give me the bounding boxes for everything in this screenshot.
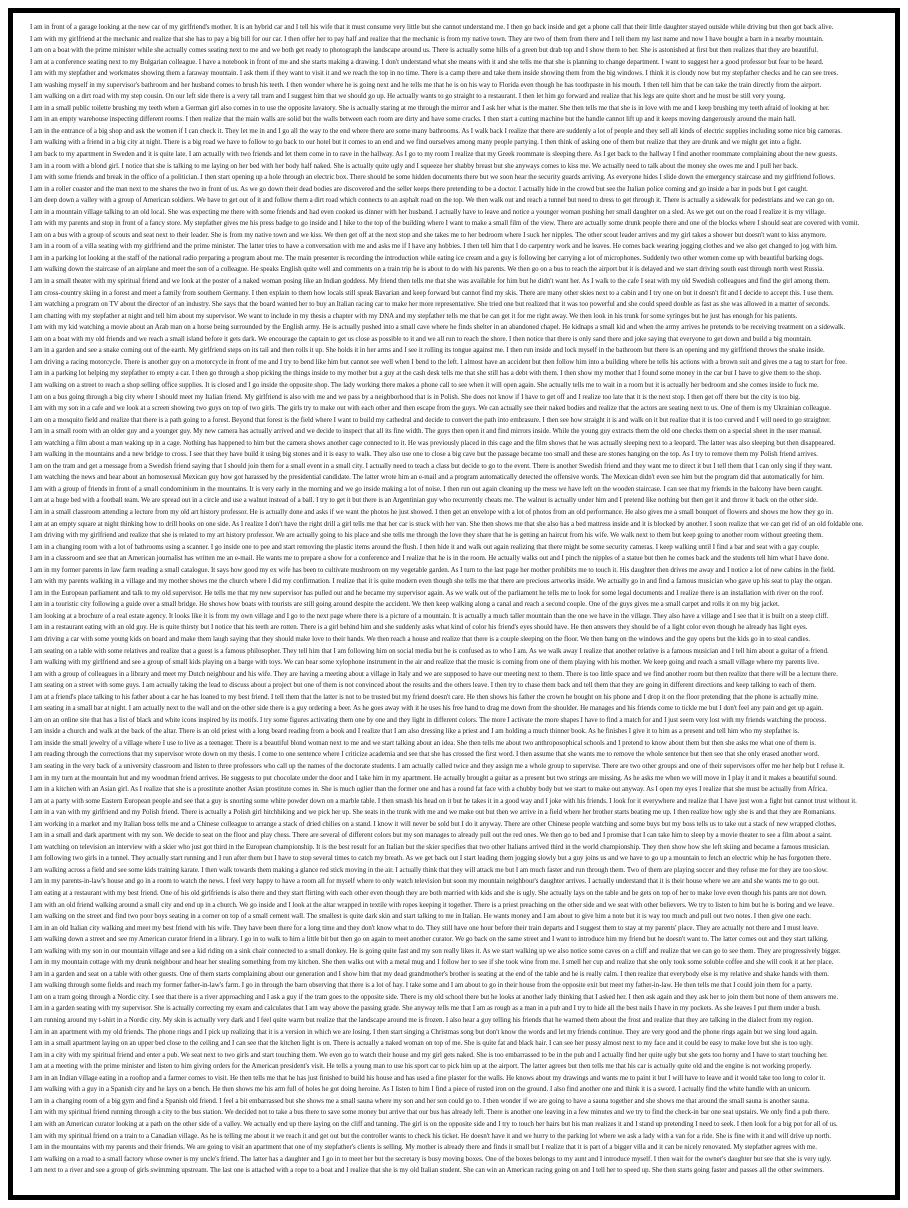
dream-report-line: I am chatting with my stepfather at night and tell him about my supervisor. We want to include in my thesis a chapter with my DNA and my stepfather tells me that he can get it for me right away. We then look in his trunk for some syringes but he just has enough for his patients. xyxy=(30,312,798,320)
dream-report-line: I am on a boat with my old friends and we reach a small island before it gets dark. We encourage the captain to get us close as possible to it and we all run to reach the shore. I then notice that there is only sand there and joke saying that everyone to get down and build a big mountain. xyxy=(30,335,812,343)
dream-report-line: I am reading through the corrections that my supervisor wrote down on my thesis. I come to one sentence where I criticize academia and see that she has crossed the first word. I then assume that she wants me to remove the whole sentence but then see that she only erased another word. xyxy=(30,751,820,759)
dream-report-line: I am in my mountain cottage with my drunk neighbour and hear her stealing something from my kitchen. She then walks out with a metal mug and I follow her to see if she took wine from me. I smell her cup and realize that she only took some soluble coffee and she will cook it at her place. xyxy=(30,959,834,967)
dream-report-line: I am next to a river and see a group of girls swimming upstream. The last one is attached with a rope to a boat and I realize that she is my old Italian student. She can win an American racing going on and I tell her to speed up. She then starts going faster and passes all the other swimmers. xyxy=(30,1167,824,1175)
dream-report-line: I am following two girls in a tunnel. They actually start running and I run after them but I have to stop several times to catch my breath. As we get back out I start leading them jogging slowly but a guy joins us and we have to go up a mountain to fetch an electric whip he has forgotten there. xyxy=(30,855,831,863)
dream-report-line: I am watching a program on TV about the director of an industry. She says that the board wanted her to buy an Italian racing car to make her more representative. She tried one but realized that it was too powerful and she could speed double as fast as she was allowed in a matter of seconds. xyxy=(30,301,830,309)
dream-report-line: I am in an empty warehouse inspecting different rooms. I then realize that the main walls are solid but the walls between each room are dirty and have some cracks. I then start a cutting machine but the handle cannot lift up and it keeps moving dangerously around the main hall. xyxy=(30,116,796,124)
dream-report-line: I am deep down a valley with a group of American soldiers. We have to get out of it and follow them a dirt road which connects to an asphalt road on the top. We then walk out and reach a tunnel but need to dress to get through it. There is actually a sidewalk for pedestrians and we can go on. xyxy=(30,197,835,205)
dream-report-line: I am in a van with my girlfriend and my Polish friend. There is actually a Polish girl hitchhiking and we pick her up. She seats in the trunk with me and we make out but then we arrive in a field where her brother starts beating me up. I then realize how ugly she is and that they are Romanians. xyxy=(30,809,836,817)
dream-report-line: I am working in a market and my Italian boss tells me and a Chinese colleague to arrange a stack of dried chilies on a stand. I know it will never be sold but I do it anyway. There are other Chinese people watching and some buys but my boss tells us to take out a stack of new wrapped clothes. xyxy=(30,820,837,828)
dream-report-line: I am washing myself in my supervisor's bathroom and her husband comes to brush his teeth. I then wonder where he is going next and he tells me that he is on his way to Florida even though he has toothpaste in his mouth. I then tell him that he can take the train directly from the airport. xyxy=(30,81,822,89)
dream-report-line: I am at a friend's place talking to his father about a car he has loaned to my best friend. I tell them that the latter is not to be trusted but my friend doesn't care. He then shows his father the crown he bought on his phone and I drop it on the floor pretending that the phone is actually mine. xyxy=(30,693,819,701)
dream-report-line: I am in a room with a blond girl. I notice that she is talking to me laying on her bed with her body half naked. She is actually quite ugly and I squeeze her shabby breast but she anyways comes to kiss me. We actually need to talk about the money she owes me and I pull her back. xyxy=(30,162,798,170)
dream-report-line: I am in a restaurant eating with an old guy. He is quite thirsty but I notice that his teeth are rotten. There is a girl behind him and she suddenly asks what kind of color his friend's eyes should have. He then answers they should be of a light color even though he already has light eyes. xyxy=(30,624,808,632)
dream-report-line: I am in an old Italian city walking and meet my best friend with his wife. They have been there for a long time and they don't know what to do. They still have one hour before their train departs and I suggest them to stay at my parents' place. They are actually not there and I must leave. xyxy=(30,924,819,932)
dream-report-line: I am in the entrance of a big shop and ask the women if I can check it. They let me in and I go all the way to the end where there are some many bathrooms. As I walk back I realize that there are suddenly a lot of people and they sell all kinds of electric supplies including some nice big cameras. xyxy=(30,127,842,135)
dream-report-line: I am at a conference seating next to my Bulgarian colleague. I have a notebook in front of me and she starts making a drawing. I don't understand what she means with it and she tells me that she is planning to change department. I want to suggest her a good professor but fear to be heard. xyxy=(30,58,824,66)
dream-report-line: I am in a roller coaster and the man next to me shares the two in front of us. As we go down their dead bodies are discovered and the seller keeps there pretending to be a doctor. I actually hide in the crowd but see the Italian police coming and go inside a bar in pods but I get caught. xyxy=(30,185,808,193)
dream-report-line: I am with my son in a cafe and we look at a screen showing two guys on top of two girls. The girls try to make out with each other and then escape from the guys. We can actually see their naked bodies and realize that the actors are seating next to us. One of them is my Ukrainian colleague. xyxy=(30,405,831,413)
dream-report-line: I am walking through some fields and reach my former father-in-law's farm. I go in through the barn observing that there is a lot of hay. I take some and I am about to go in their house from the opposite exit but meet my father-in-law. He then tells me that I could join them for a party. xyxy=(30,982,813,990)
dream-report-line: I am eating at a restaurant with my best friend. One of his old girlfriends is also there and they start flirting with each other even though they are both married with kids and she is ugly. She actually lays on the table and he gets on top of her to make love even though his pants are not down. xyxy=(30,890,827,898)
dream-report-line: I am on a bus with a group of scouts and seat next to their leader. She is from my native town and we kiss. We then get off at the next stop and she takes me to her bedroom where I suck her nipples. The other scout leader arrives and my girl takes a shower but doesn't want to kiss anymore. xyxy=(30,231,827,239)
dream-report-line: I am walking on a street to reach a shop selling office supplies. It is closed and I go inside the opposite shop. The lady working there makes a phone call to see when it will open again. She actually tells me to wait in a room but it is actually her bedroom and she comes inside to fuck me. xyxy=(30,381,819,389)
dream-report-line: I am on an online site that has a list of black and white icons inspired by its motifs. I try some figures activating them one by one and they light in different colors. The more I activate the more shapes I have to find a match for and I just seem very lost with my friends watching the process. xyxy=(30,716,827,724)
dream-report-line: I am in a small theater with my spiritual friend and we look at the poster of a naked woman posing like an Indian goddess. My friend then tells me that she was available for him but he didn't want her. As I walk to the cafe I seat with my old Swedish colleagues and find the girl among them. xyxy=(30,278,830,286)
dream-report-line: I am in an apartment with my old friends. The phone rings and I pick up realizing that it is a version in which we are losing. I then start singing a Christmas song but don't know the words and let my friends continue. They are very good and the phone rings again but we sing loud again. xyxy=(30,1028,818,1036)
dream-report-line: I am back to my apartment in Sweden and it is quite late. I am actually with two friends and let them come in to rave in the hallway. As I go to my room I realize that my Greek roommate is sleeping there. As I get back to the hallway I find another roommate complaining about the new guests. xyxy=(30,151,838,159)
dream-report-line: I am walking down the staircase of an airplane and meet the son of a colleague. He speaks English quite well and comments on a train trip he is about to do with his parents. We then go on a bus to reach the airport but it is delayed and we start driving south east through north west Russia. xyxy=(30,266,825,274)
dream-report-line: I am walking with a guy in a Spanish city and he lays on a bench. He then shows me his arm full of holes he got doing heroine. As I listen to him I find a piece of rusted iron on the ground. I also find another one and think it is a sword. I actually find the white handle with an unicorn. xyxy=(30,1086,811,1094)
dream-report-line: I am walking on a road to a small factory whose owner is my uncle's friend. The latter has a daughter and I go in to meet her but the secretary is busy moving boxes. One of the boxes belongs to my aunt and I introduce myself. I then wait for the owner's daughter but see that she is very ugly. xyxy=(30,1155,832,1163)
dream-report-line: I am driving a racing motorcycle. There is another guy on a motorcycle in front of me and I try to bend like him but cannot see well when I bend to the left. I almost have an accident but then follow him into a building where he tells his actions with a brown suit and gives me a tag to start for free. xyxy=(30,358,847,366)
dream-report-line: I am cross-country skiing in a forest and meet a family from southern Germany. I then explain to them how locals still speak Bavarian and keep forward but cannot find my skis. There are many other skies next to a cabin and I try one on but it doesn't fit and I decide to accept this. I use them. xyxy=(30,289,834,297)
dream-report-line: I am in a garden and seat on a table with other guests. One of them starts complaining about our generation and I show him that my dead grandmother's brother is seating at the end of the table and he is really calm. I then realize that everybody else is my relative and shake hands with them. xyxy=(30,970,829,978)
dream-report-line: I am in a mountain village talking to an old local. She was expecting me there with some friends and had even cooked us dinner with her husband. I actually have to leave and notice a younger woman pushing her small daughter on a sled. As we get out on the road I realize it is my village. xyxy=(30,208,826,216)
dream-report-line: I am in the mountains with my parents and their friends. We are going to visit an apartment that one of my stepfather's clients is selling. My mother is already there and finds it small but I realize that it is part of a bigger villa and it can be nicely renovated. My stepfather agrees with me. xyxy=(30,1144,818,1152)
dream-report-line: I am seating on a street with some guys. I am actually taking the lead to discuss about a project but one of them is not convinced about the results and the others leave. I then try to chase them back and tell them that they are going in different directions and keep talking to each of them. xyxy=(30,682,816,690)
dream-report-line: I am driving with my girlfriend and realize that she is related to my art history professor. We are actually going to his place and she tells me through the love they share that he is getting an haircut from his wife. We walk next to them but keep going to another room without greeting them. xyxy=(30,532,824,540)
dream-report-line: I am on a bus going through a big city where I should meet my Italian friend. My girlfriend is also with me and we pass by a neighborhood that is in Polish. She does not know if I have to get off and I realize too late that it is the next stop. I then get off there but the city is too big. xyxy=(30,393,801,401)
dream-report-line: I am with my stepfather and workmates showing them a faraway mountain. I ask them if they want to visit it and we reach the top in no time. There is a camp there and take them inside showing them from the big windows. I think it is cloudy now but my stepfather checks and he can see trees. xyxy=(30,70,839,78)
dream-report-line: I am watching a film about a man waking up in a cage. Nothing has happened to him but the camera shows another cage connected to it. He was previously placed in this cage and the film shows that he was actually sleeping next to a leopard. The latter was also sleeping but then disappeared. xyxy=(30,439,836,447)
dream-report-line: I am in a changing room with a lot of bathrooms using a scanner. I go inside one to pee and start removing the plastic items around the flush. I then hide it and walk out again realizing that there might be some security cameras. I keep walking until I find a bar and seat with a gay couple. xyxy=(30,543,820,551)
dream-report-line: I am at a party with some Eastern European people and see that a guy is snorting some white powder down on a marble table. I then smash his head on it but he takes it in a good way and I joke with his friends. I look for it everywhere and realize that I have just won a fight but cannot trust without it. xyxy=(30,797,857,805)
dream-report-line: I am in a kitchen with an Asian girl. As I realize that she is a prostitute another Asian prostitute comes in. She is much uglier than the former one and has a round fat face with a chubby body but we start to make out anyway. As I open my eyes I realize that she must be actually from Africa. xyxy=(30,786,828,794)
dream-report-line: I am in a small room with an older guy and a younger guy. My new camera has actually arrived and we decide to inspect that all its fine width. The guys then open it and find mirrors inside. While the young guy extracts them the old one checks them on a special sheet in the user manual. xyxy=(30,428,822,436)
dream-report-line: I am at a meeting with the prime minister and listen to him giving orders for the American president's visit. He tells a young man to use his sport car to pick him up at the airport. The latter agrees but then tells me that his car is actually quite old and the engine is not working properly. xyxy=(30,1063,812,1071)
dream-report-line: I am running around my t-shirt in a Nordic city. My skin is actually very dark and I feel quite warm but realize that the landscape around me is frozen. I also hear a guy telling his friends that he warned them about the frost and realize that they are talking in the dialect from my region. xyxy=(30,1017,814,1025)
dream-report-line: I am walking on the street and find two poor boys seating in a corner on top of a small cement wall. The smallest is quite dark skin and start talking to me in Italian. He wants money and I am about to give him a note but it is way too much and pull out two notes. I then give one each. xyxy=(30,913,812,921)
dream-report-line: I am in a touristic city following a guide over a small bridge. He shows how boats with tourists are still going around despite the accident. We then keep walking along a canal and reach a second couple. One of the guys gives me a small carpet and rolls it on my big jacket. xyxy=(30,601,780,609)
dream-report-line: I am walking with my girlfriend and see a group of small kids playing on a barge with toys. We can hear some xylophone instrument in the air and realize that the music is coming from one of them playing with his mother. We keep going and reach a small village where my parents live. xyxy=(30,659,820,667)
dream-report-line: I am in a garden seating with my supervisor. She is actually correcting my exam and calculates that I am way above the passing grade. She anyway tells me that I am as rough as a man in a pub and I try to hide all the best nails I have in my pockets. As she leaves I put them under a bush. xyxy=(30,1005,821,1013)
dream-report-line: I am in my parents-in-law's house and go in a room to watch the news. I feel very happy to have a room all for myself where to only watch television but soon my mountain neighbour's daughter arrives. I actually understand that it is their house where we are and she wants me to go out. xyxy=(30,878,819,886)
dream-report-line: I am in a classroom and see that an American journalist has written me an e-mail. He wants me to prepare a show for a conference and I realize that he is in the room. He actually walks out and I pinch the nipples of a statue but then he comes back and the students tell him what I have done. xyxy=(30,555,829,563)
dream-report-line: I am walking down a street and see my American curator friend in a library. I go in to walk to him a little bit but then go on again to meet another curator. We go back on the same street and I want to introduce him my friend but he doesn't want to. The latter comes out and they start talking. xyxy=(30,936,829,944)
dream-report-line: I am in my former parents in law farm reading a small catalogue. It says how good my ex wife has been to cultivate mushroom on my vegetable garden. As I turn to the last page her mother prohibits me to touch it. His daughter then drives me away and I notice a lot of new cabins in the field. xyxy=(30,566,836,574)
dream-report-line: I am with my parents and stop in front of a fancy store. My stepfather gives me his press badge to go inside and I hike to the top of the building where I want to make a small film of the view. There are actually some drunk people there and one of the blocks where I should seat are covered with vomit. xyxy=(30,220,860,228)
dream-report-line: I am with my kid watching a movie about an Arab man on a horse being surrounded by the English army. He is actually pushed into a small cave where he finds shelter in an abandoned chapel. He kidnaps a small kid and when the army arrives he pretends to be receiving treatment on a sidewalk. xyxy=(30,324,846,332)
dream-report-line: I am in a small public toilette brushing my teeth when a German girl also comes in to use the opposite lavatory. She is actually staring at me through the mirror and I ask her what is the matter. She then tells me that she is in love with me and I keep brushing my teeth afraid of looking at her. xyxy=(30,104,830,112)
dream-report-line: I am watching the news and hear about an homosexual Mexican guy how got harassed by the presidential candidate. The latter wrote him an e-mail and a program automatically detected the offensive words. The Mexican didn't even see him but the program did that automatically for him. xyxy=(30,474,824,482)
dream-report-line: I am looking at a brochure of a real estate agency. It looks like it is from my own village and I go to the next page where there is a picture of a mountain. It is actually a much taller mountain than the one we have in the village. They also have a village and I see that it is built on a steep cliff. xyxy=(30,612,829,620)
dream-report-line: I am inside a church and walk at the back of the altar. There is an old priest with a long beard reading from a book and I realize that I am also dressing like a priest and I am holding a much thinner book. As he finishes I give it to him as a present and tell him who my stepfather is. xyxy=(30,728,800,736)
dream-report-line: I am in a parking lot looking at the staff of the national radio preparing a program about me. The main presenter is recording the introduction while eating ice cream and a guy is following her carrying a lot of microphones. Suddenly two other women come up with beautiful barking dogs. xyxy=(30,254,824,262)
dream-report-line: I am in a small apartment laying on an upper bed close to the ceiling and I can see that the kitchen light is on. There is actually a naked woman on top of me. She is quite fat and black hair. I can see her pussy almost next to my face and it could be easy to make love but she is too ugly. xyxy=(30,1040,813,1048)
dream-report-list xyxy=(30,22,882,1177)
dream-report-line: I am seating in a small bar at night. I am actually next to the wall and on the other side there is a guy ordering a beer. As he goes away with it he uses his free hand to drag me down from the shoulder. He manages and his friends come to tickle me but I don't feel any pain and get up again. xyxy=(30,705,824,713)
dream-report-line: I am driving a car with some young kids on board and make them laugh saying that they should make love to their hands. We then reach a house and realize that there is a couple sleeping on the floor. We then bang on the windows and the guy opens but the kids go in to steal candies. xyxy=(30,635,811,643)
dream-report-line: I am in my turn at the mountain hut and my woodman friend arrives. He suggests to put chocolate under the door and I take him in my apartment. He actually brought a guitar as a present but two strings are missing. As he asks me when we will move in I play it and it makes a beautiful sound. xyxy=(30,774,837,782)
dream-report-line: I am at an empty square at night thinking how to drill hooks on one side. As I realize I don't have the right drill a girl tells me that her car is stuck with her van. She then shows me that she also has a bed mattress inside and it is blocked by another. I soon realize that we can get rid of an old foldable one. xyxy=(30,520,864,528)
dream-report-line: I am with a group of friends in front of a small condominium in the mountains. It is very early in the morning and we go inside making a lot of noise. I then run out again cleaning up the mess we have left on the wooden staircase. I can see that my friends in the balcony have been caught. xyxy=(30,485,823,493)
dream-report-line: I am walking on a dirt road with my step cousin. On our left side there is a very tall tram and I suggest him that we should go up. He actually wants to go straight to a restaurant. I then let him go forward and realize that his legs are quite short and he must be still very young. xyxy=(30,93,786,101)
dream-report-line: I am in a small classroom attending a lecture from my old art history professor. He is actually done and asks if we want the photos he just showed. I then get an envelope with a lot of photos from an old performance. He also gives me a small bouquet of flowers and shows me how they go in. xyxy=(30,508,833,516)
dream-report-line: I am in a room of a villa seating with my girlfriend and the prime minister. The latter tries to have a conversation with me and asks me if I have any hobbies. I then tell him that I do carpentry work and he leaves. He comes back wearing jogging clothes and we also get changed to jog with him. xyxy=(30,243,838,251)
dream-report-line: I am in front of a garage looking at the new car of my girlfriend's mother. It is an hybrid car and I tell his wife that it must consume very little but she cannot understand me. I then go back inside and get a phone call that their little daughter stayed outside while driving but then got back alive. xyxy=(30,24,834,31)
dream-report-line: I am walking in the mountains and a new bridge to cross. I see that they have build it using big stones and it is easy to walk. They also use one to close a big cave but the passage became too small and these are stones hanging on the top. As I try to remove them my Polish friend arrives. xyxy=(30,451,818,459)
dream-report-line: I am walking with my son in our mountain village and see a kid riding on a sink chair connected to a small donkey. He is going quite fast and my son really likes it. As we start walking up we also notice some caves on a cliff and realize that we can go to see them. They are progressively bigger. xyxy=(30,947,841,955)
dream-report-line: I am on the tram and get a message from a Swedish friend saying that I should join them for a small event in a small city. I actually need to teach a class but decide to go to the event. There is another Swedish friend and they want me to direct it but I tell them that I can only sing if they want. xyxy=(30,462,833,470)
document-page xyxy=(30,22,882,1188)
dream-report-line: I am in an Indian village eating in a rooftop and a farmer comes to visit. He then tells me that he has just finished to build his house and has used a fine plaster for the walls. He knows about my drawings and wants me to paint it but I will have to leave and it would take too long to color it. xyxy=(30,1074,826,1082)
dream-report-line: I am on a boat with the prime minister while she actually comes seating next to me and we both get ready to photograph the landscape around us. There is actually some hills of a green but drab top and I show them to her. She is astonished at first but then realizes that they are beautiful. xyxy=(30,47,819,55)
dream-report-line: I am with a group of colleagues in a library and meet my Dutch neighbour and his wife. They are having a meeting about a village in Italy and we are supposed to have our meeting next to them. There is too little space and we find another room but then realize that there will be a lecture there. xyxy=(30,670,838,678)
dream-report-line: I am inside the small jewelry of a village where I use to live as a teenager. There is a beautiful blond woman next to me and we start talking about an idea. She then tells me about two anthroposophical schools and I pretend to know about them but then she asks me what one of them is. xyxy=(30,739,816,747)
dream-report-line: I am walking across a field and see some kids training karate. I then walk towards them making a glance red stick moving in the air. I actually think that they will attack me but I am much faster and run through them. Two of them are playing soccer and they refuse me for they are too slow. xyxy=(30,866,828,874)
dream-report-line: I am in a city with my spiritual friend and enter a pub. We seat next to two girls and start touching them. We even go to watch their house and my girl gets naked. She is too embarrassed to be in the pub and I actually find her quite ugly but she gets too horny and I have to start touching her. xyxy=(30,1051,828,1059)
dream-report-line: I am with some friends and break in the office of a politician. I then start opening up a hole through an electric box. There should be some hidden documents there but we soon hear the security guards arriving. As everyone hides I slide down the emergency staircase and my girlfriend follows. xyxy=(30,174,836,182)
dream-report-line: I am seating on a table with some relatives and realize that a guest is a famous philosopher. They tell him that I am following him on social media but he is confused as to who I am. As we walk away I realize that another relative is a famous musician and I tell him about a guitar of a friend. xyxy=(30,647,829,655)
dream-report-line: I am walking with a friend in a big city at night. There is a big road we have to follow to go back to our hotel but it comes to an end and we find ourselves among many people partying. I then think of asking one of them but realize that they are drunk and we might get into a fight. xyxy=(30,139,802,147)
dream-report-line: I am in a small and dark apartment with my son. We decide to seat on the floor and play chess. There are several of different colors but my son manages to already pull out the red ones. We then go to bed and I promise that I can take him to sleep by a movie theater to see a film about a saint. xyxy=(30,832,832,840)
dream-report-line: I am on a tram going through a Nordic city. I see that there is a river approaching and I ask a guy if the tram goes to the opposite side. There is my old school there but he looks at another lady thinking that I asked her. I then ask again and they ask her to join them but none of them answers me. xyxy=(30,993,839,1001)
dream-report-line: I am with my spiritual friend running through a city to the bus station. We decided not to take a bus there to save some money but arrive that our bus has already left. There is another one leaving in a few minutes and we try to find the check-in bar one seat upstairs. We only find a pub there. xyxy=(30,1109,830,1117)
dream-report-line: I am seating in the very back of a university classroom and listen to three professors who call up the names of the doctorate students. I am actually called twice and they assign me a whole group to supervise. There are two other groups and one of their supervisors offer me her help but I refuse it. xyxy=(30,763,845,770)
dream-report-line: I am watching on television an interview with a skier who just got third in the European championship. It is the best result for an Italian but the skier specifies that two other Italians arrived third in the world championship. They then show how she left skiing and became a famous musician. xyxy=(30,843,830,851)
dream-report-line: I am in a parking lot helping my stepfather to empty a car. I then go through a shop picking the things inside to my mother but a guy at the cash desk tells me that she still has a debt with them. I then show my mother that I found some money in the car but I have to give them to the shop. xyxy=(30,370,822,378)
dream-report-line: I am at a huge bed with a football team. We are spread out in a circle and use a walnut instead of a ball. I try to get it but there is an Argentinian guy who recurrently cheats me. The walnut is actually under him and I pretend like nothing but then get it and throw it back on the other side. xyxy=(30,497,818,505)
dream-report-line: I am in a changing room of a big gym and find a Spanish old friend. I feel a bit embarrassed but she shows me a small sauna where my son and her son could go to. I then wonder if we are going to have a sauna together and she shows me that around the small sauna is another sauna. xyxy=(30,1097,810,1105)
dream-report-line: I am with my parents walking in a village and my mother shows me the church where I did my confirmation. I realize that it is quite modern even though she tells me that there are precious artworks inside. We actually go in and find a famous musician who gave up his seat to play the organ. xyxy=(30,578,832,586)
dream-report-line: I am on a mosquito field and realize that there is a path going to a forest. Beyond that forest is the field where I want to build my cathedral and decide to convert the path into embrasure. I then see how straight it is and walk on it but realize that it is too curved and I will need to go straighter. xyxy=(30,416,831,424)
dream-report-line: I am with an American curator looking at a path on the other side of a valley. We actually end up there laying on the cliff and tanning. The girl is on the opposite side and I try to touch her hairs but his man realizes it and I stand up pretending I need to seek. I then look for a big pot for all of us. xyxy=(30,1120,838,1128)
dream-report-line: I am with my spiritual friend on a train to a Canadian village. As he is telling me about it we reach it and get out but the controller wants to check his ticket. He doesn't have it and we hurry to the parking lot where we ask a lady with a van for a ride. She is fine with it and will drive up north. xyxy=(30,1132,831,1140)
dream-report-line: I am in the European parliament and talk to my old supervisor. He tells me that my new supervisor has pulled out and he became my supervisor again. As we walk out of the parliament he tells me to look for some legal documents and I realize there is an installation with river on the roof. xyxy=(30,589,824,597)
dream-report-line: I am with my girlfriend at the mechanic and realize that she has to pay a big bill for our car. I then offer her to pay half and realize that the mechanic is from my native town. They are two of them from there and I tell them my last name and now I have bought a barn in a nearby mountain. xyxy=(30,35,824,43)
dream-report-line: I am with an old friend walking around a small city and end up in a church. We go inside and I look at the altar wrapped in textile with ropes keeping it together. There is a priest preaching on the other side and we seat with other believers. We try to listen to him but he is boring and we leave. xyxy=(30,901,834,909)
dream-report-line: I am in a garden and see a snake coming out of the earth. My girlfriend steps on its tail and then rolls it up. She holds it in her arms and I see it rolling its tongue against me. I then run inside and lock myself in the bathroom but there is an opening and my girlfriend throws the snake inside. xyxy=(30,347,825,355)
